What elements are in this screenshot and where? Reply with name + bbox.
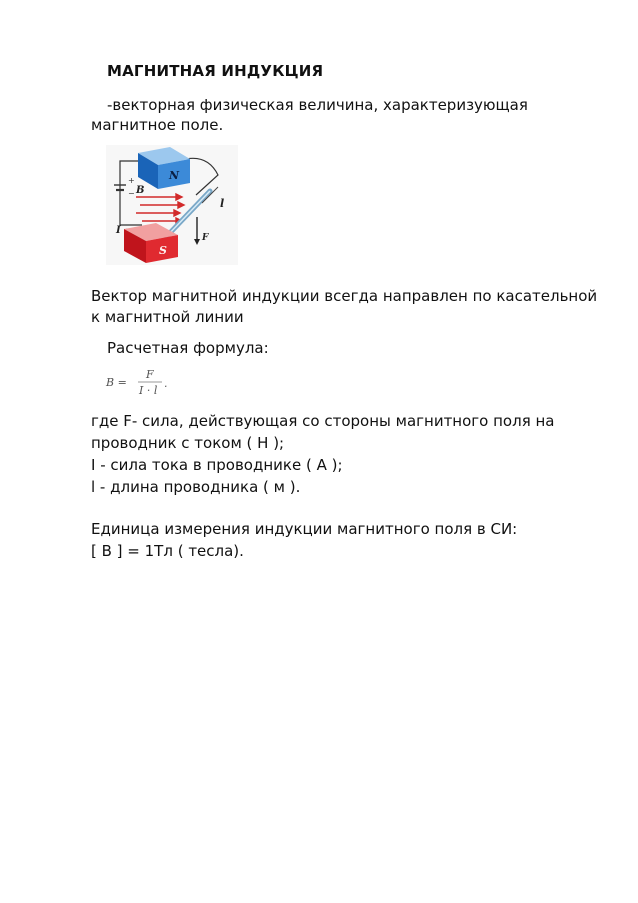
formula-lhs: B = <box>106 376 127 389</box>
force-f-label: F <box>202 233 209 243</box>
statement-line-2: к магнитной линии <box>91 308 244 326</box>
induction-formula <box>104 367 184 399</box>
definition-line-1: -векторная физическая величина, характеризующая <box>107 96 528 114</box>
explanation-line-3: I - сила тока в проводнике ( А ); <box>91 456 343 474</box>
current-i-label: I <box>116 225 121 236</box>
field-b-label: B <box>136 185 145 196</box>
unit-line-1: Единица измерения индукции магнитного поля в СИ: <box>91 520 518 538</box>
battery-plus-label: + <box>128 176 135 185</box>
formula-period: . <box>164 377 168 390</box>
battery-minus-label: − <box>128 189 135 198</box>
magnet-conductor-illustration <box>106 145 238 265</box>
explanation-line-2: проводник с током ( Н ); <box>91 434 285 452</box>
north-pole-label: N <box>169 169 180 182</box>
explanation-line-4: l - длина проводника ( м ). <box>91 478 301 496</box>
page-title: МАГНИТНАЯ ИНДУКЦИЯ <box>107 62 324 80</box>
statement-line-1: Вектор магнитной индукции всегда направлен по касательной <box>91 287 598 305</box>
formula-numerator: F <box>146 368 154 381</box>
south-pole-label: S <box>159 244 167 257</box>
formula-label: Расчетная формула: <box>107 339 269 357</box>
length-l-label: l <box>220 197 225 210</box>
explanation-line-1: где F- сила, действующая со стороны магнитного поля на <box>91 412 555 430</box>
unit-line-2: [ В ] = 1Тл ( тесла). <box>91 542 244 560</box>
formula-denominator: I · l <box>139 384 158 397</box>
definition-line-2: магнитное поле. <box>91 116 224 134</box>
